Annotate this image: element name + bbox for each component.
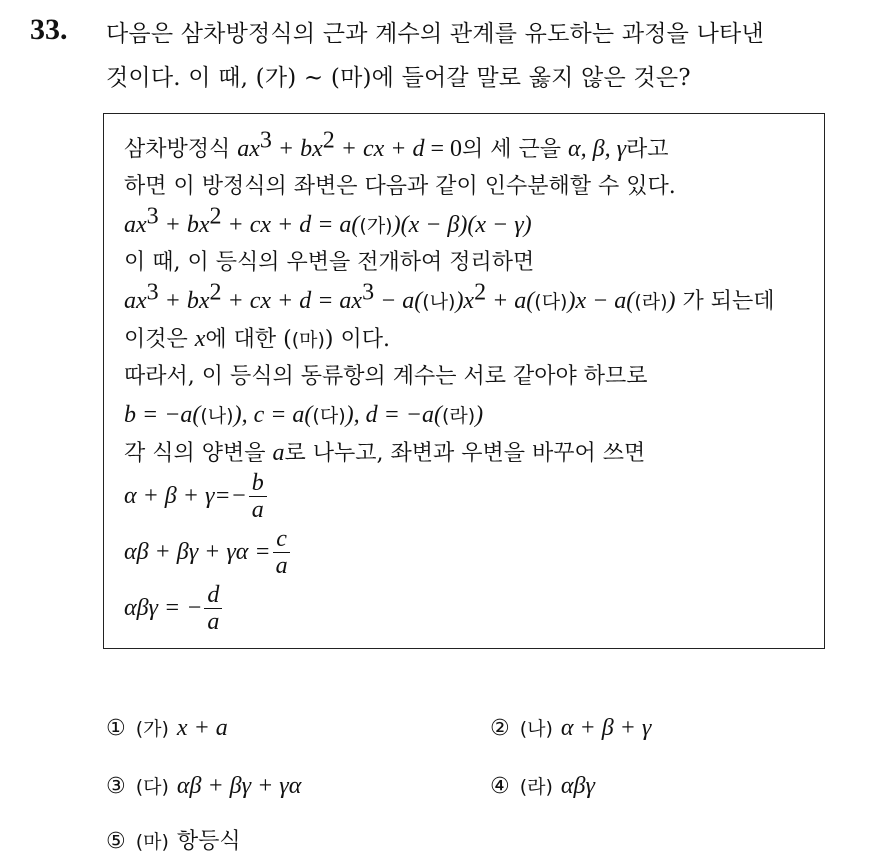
math: α, β, γ: [568, 136, 627, 162]
blank-mark: (가): [359, 215, 393, 237]
equation-product: [124, 582, 222, 635]
fraction: [273, 526, 291, 579]
choice-number: ④: [490, 774, 510, 799]
box-line-1: [124, 127, 669, 165]
question-stem: [106, 12, 866, 100]
text: 에 대한 (: [205, 327, 292, 352]
blank-mark: (라): [634, 291, 668, 313]
equation-pair-products: [124, 526, 291, 579]
blank-mark: (마): [135, 831, 169, 853]
blank-mark: (나): [519, 718, 553, 740]
choice-4[interactable]: [490, 771, 595, 802]
math: ), d = −a(: [345, 402, 442, 428]
choice-number: ②: [490, 716, 510, 741]
equation-sum: [124, 470, 267, 523]
choice-5[interactable]: [106, 827, 241, 857]
choice-answer: α + β + γ: [560, 715, 652, 741]
exponent: 2: [474, 279, 487, 306]
choice-number: ③: [106, 774, 126, 799]
choice-2[interactable]: [490, 713, 651, 744]
math: + cx + d = ax: [221, 288, 363, 314]
text: 로 나누고, 좌변과 우변을 바꾸어 쓰면: [284, 441, 646, 466]
text: 각 식의 양변을: [124, 441, 273, 466]
choice-answer: x + a: [176, 715, 228, 741]
exponent: 3: [146, 279, 159, 306]
denominator: a: [275, 553, 288, 579]
box-line-6: [124, 324, 390, 355]
blank-mark: (다): [312, 405, 346, 427]
blank-mark: (다): [534, 291, 568, 313]
text: ) 이다.: [324, 327, 390, 352]
blank-mark: (가): [135, 718, 169, 740]
stem-line: 것이다. 이 때, (가) ~ (마)에 들어갈 말로 옳지 않은 것은?: [106, 65, 691, 91]
blank-mark: (나): [422, 291, 456, 313]
math: αβ + βγ + γα =: [124, 539, 271, 565]
math: αβγ = −: [124, 595, 203, 621]
denominator: a: [207, 609, 220, 635]
blank-mark: (마): [291, 329, 325, 351]
math: )(x − β)(x − γ): [392, 212, 532, 238]
choice-1[interactable]: [106, 713, 228, 744]
math: α + β + γ=−: [124, 483, 247, 509]
fraction: [204, 582, 222, 635]
numerator: b: [249, 470, 267, 497]
math: + a(: [486, 288, 535, 314]
fraction: [249, 470, 267, 523]
box-line-5: [124, 279, 775, 317]
math: ax: [124, 212, 147, 238]
box-line-4: 이 때, 이 등식의 우변을 전개하여 정리하면: [124, 250, 535, 275]
math: − a(: [374, 288, 423, 314]
text: 이것은: [124, 327, 195, 352]
text: 삼차방정식: [124, 137, 238, 162]
exponent: 3: [146, 203, 159, 230]
math: ax: [237, 136, 260, 162]
choice-answer: αβγ: [560, 773, 595, 799]
math: + cx + d = a(: [221, 212, 360, 238]
blank-mark: (다): [135, 776, 169, 798]
box-line-9: [124, 438, 645, 469]
math: )x − a(: [567, 288, 635, 314]
math: + bx: [158, 288, 210, 314]
choice-answer: 항등식: [176, 829, 241, 854]
math: ): [475, 402, 484, 428]
exponent: 3: [259, 127, 272, 154]
blank-mark: (나): [200, 405, 234, 427]
text: 라고: [626, 137, 669, 162]
exponent: 2: [322, 127, 335, 154]
math: = 0: [424, 136, 463, 162]
box-line-3: [124, 203, 532, 241]
text: 가 되는데: [675, 289, 775, 314]
math: + bx: [271, 136, 323, 162]
box-line-7: 따라서, 이 등식의 동류항의 계수는 서로 같아야 하므로: [124, 364, 648, 389]
denominator: a: [251, 497, 264, 523]
blank-mark: (라): [519, 776, 553, 798]
math: ): [667, 288, 676, 314]
question-number: 33.: [30, 13, 68, 46]
math: ax: [124, 288, 147, 314]
math: ), c = a(: [233, 402, 313, 428]
math: a: [272, 440, 285, 466]
math: b = −a(: [124, 402, 201, 428]
box-line-2: 하면 이 방정식의 좌변은 다음과 같이 인수분해할 수 있다.: [124, 174, 676, 199]
math: + bx: [158, 212, 210, 238]
choice-3[interactable]: [106, 771, 301, 802]
box-line-8: [124, 400, 483, 431]
math: + cx + d: [334, 136, 425, 162]
exponent: 2: [209, 203, 222, 230]
choice-answer: αβ + βγ + γα: [176, 773, 302, 799]
math: )x: [455, 288, 475, 314]
text: 의 세 근을: [462, 137, 569, 162]
exponent: 2: [209, 279, 222, 306]
derivation-box: [103, 113, 825, 649]
exponent: 3: [362, 279, 375, 306]
choice-number: ①: [106, 716, 126, 741]
math: x: [194, 326, 206, 352]
numerator: d: [204, 582, 222, 609]
numerator: c: [273, 526, 290, 553]
choice-number: ⑤: [106, 829, 126, 854]
stem-line: 다음은 삼차방정식의 근과 계수의 관계를 유도하는 과정을 나타낸: [106, 21, 764, 47]
blank-mark: (라): [441, 405, 476, 427]
